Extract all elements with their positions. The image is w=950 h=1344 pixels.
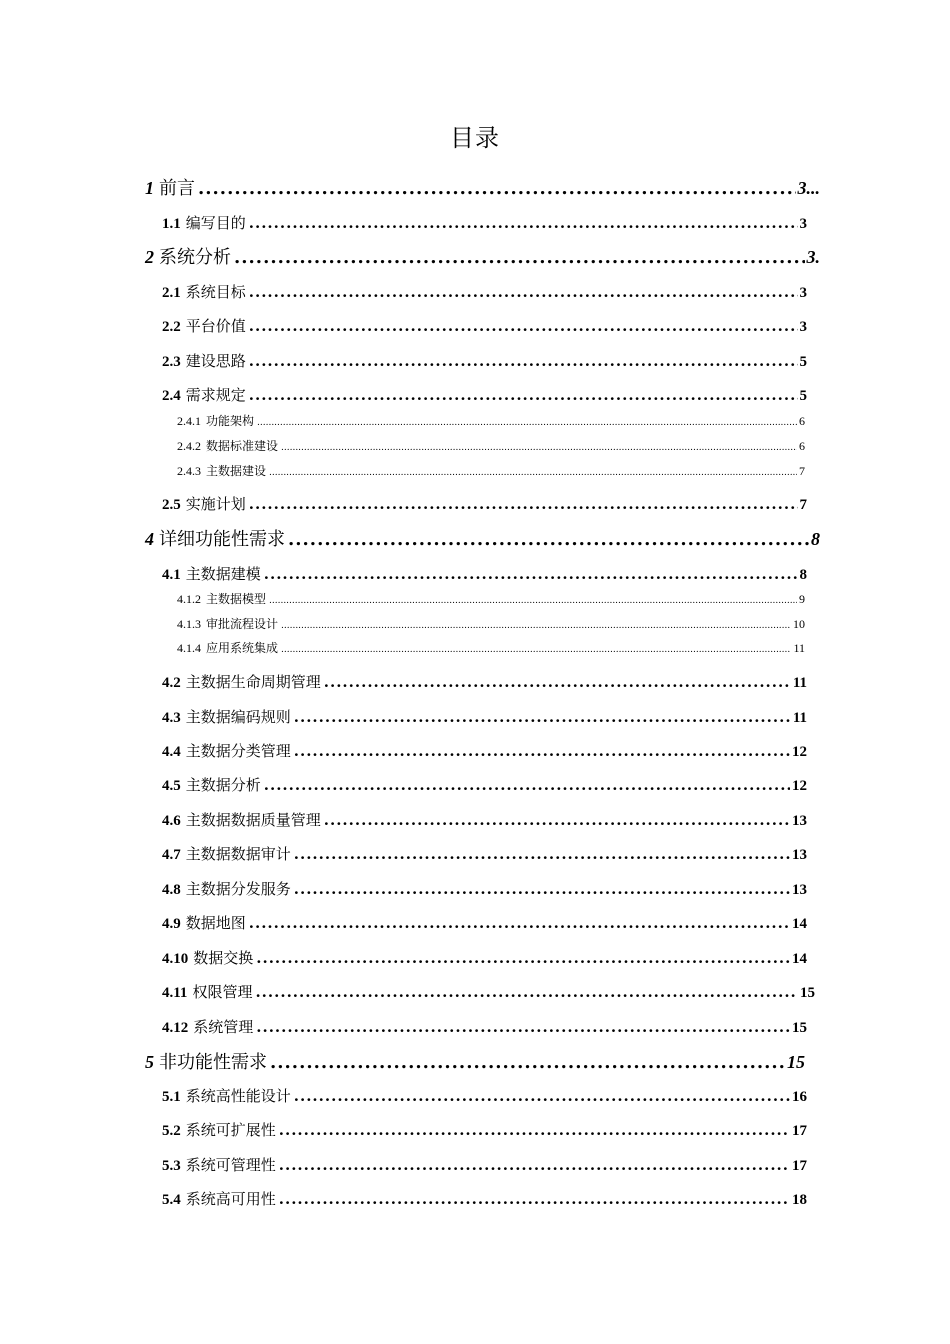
- toc-entry-number: 4.9: [162, 916, 181, 932]
- toc-entry[interactable]: [145, 525, 820, 551]
- toc-entry-title: 系统可管理性: [185, 1156, 276, 1174]
- toc-entry[interactable]: [177, 412, 805, 429]
- toc-entry-page: 13: [792, 847, 807, 863]
- toc-leader: [281, 645, 791, 655]
- toc-entry-title: 实施计划: [185, 495, 246, 513]
- toc-entry-number: 4.5: [162, 778, 181, 794]
- toc-entry-page: 6: [799, 439, 805, 453]
- toc-leader: [256, 1018, 790, 1036]
- toc-entry-title: 详细功能性需求: [159, 529, 285, 550]
- toc-entry[interactable]: [162, 706, 807, 727]
- toc-entry-title: 主数据编码规则: [185, 708, 291, 726]
- toc-entry-page: 9: [799, 592, 805, 606]
- toc-entry[interactable]: [162, 281, 807, 302]
- toc-entry[interactable]: [177, 615, 805, 632]
- toc-entry[interactable]: [162, 912, 807, 933]
- toc-entry[interactable]: [162, 1119, 807, 1140]
- toc-leader: [288, 529, 809, 550]
- toc-leader: [257, 418, 797, 428]
- toc-leader: [198, 178, 796, 199]
- toc-entry[interactable]: [162, 350, 807, 371]
- toc-leader: [255, 983, 798, 1001]
- toc-entry-number: 1.1: [162, 216, 181, 232]
- toc-entry-page: 3: [799, 285, 807, 301]
- toc-entry-title: 功能架构: [206, 414, 255, 428]
- toc-entry[interactable]: [162, 563, 807, 584]
- toc-entry[interactable]: [162, 493, 807, 514]
- toc-entry-page: 8: [799, 567, 807, 583]
- toc-entry-page: 13: [792, 813, 807, 829]
- toc-entry[interactable]: [162, 947, 807, 968]
- toc-entry-number: 1: [145, 178, 154, 198]
- toc-entry-number: 4.2: [162, 675, 181, 691]
- toc-entry-title: 主数据分析: [185, 776, 261, 794]
- toc-entry-page: 11: [792, 675, 807, 691]
- toc-entry[interactable]: [162, 212, 807, 233]
- toc-entry-page: 5: [799, 388, 807, 404]
- toc-leader: [279, 1156, 790, 1174]
- toc-entry-number: 4.1.4: [177, 641, 201, 655]
- toc-entry-title: 编写目的: [185, 214, 246, 232]
- toc-entry[interactable]: [145, 1048, 805, 1074]
- toc-entry-title: 主数据分类管理: [185, 742, 291, 760]
- toc-leader: [256, 949, 790, 967]
- toc-entry-number: 4.7: [162, 847, 181, 863]
- toc-entry[interactable]: [162, 809, 807, 830]
- toc-entry-number: 2.2: [162, 319, 181, 335]
- toc-entry-title: 数据标准建设: [206, 439, 279, 453]
- toc-entry-number: 2.1: [162, 285, 181, 301]
- toc-leader: [269, 596, 797, 606]
- toc-leader: [249, 352, 798, 370]
- toc-leader: [281, 443, 797, 453]
- toc-entry-page: 12: [792, 744, 807, 760]
- toc-entry-page: 3.: [806, 247, 820, 267]
- toc-entry-page: 15: [800, 985, 815, 1001]
- toc-entry[interactable]: [162, 315, 807, 336]
- toc-entry[interactable]: [145, 243, 820, 269]
- toc-entry-title: 非功能性需求: [159, 1052, 267, 1073]
- toc-leader: [281, 621, 791, 631]
- toc-entry-title: 主数据分发服务: [185, 880, 291, 898]
- toc-entry-page: 11: [792, 710, 807, 726]
- toc-entry-number: 2.4.3: [177, 464, 201, 478]
- toc-entry-title: 系统高可用性: [185, 1190, 276, 1208]
- toc-entry-page: 7: [799, 497, 807, 513]
- toc-entry[interactable]: [162, 843, 807, 864]
- toc-entry-page: 16: [792, 1089, 807, 1105]
- toc-leader: [324, 811, 790, 829]
- toc-entry-number: 5.3: [162, 1158, 181, 1174]
- toc-title: 目录: [450, 124, 500, 152]
- toc-entry-number: 4.8: [162, 882, 181, 898]
- toc-entry-title: 数据交换: [193, 949, 254, 967]
- toc-entry-page: 8: [811, 529, 820, 549]
- toc-entry-page: 3: [799, 319, 807, 335]
- toc-entry[interactable]: [162, 981, 815, 1002]
- toc-entry-page: 15: [787, 1052, 805, 1072]
- toc-entry-number: 4.10: [162, 951, 189, 967]
- toc-entry[interactable]: [162, 671, 807, 692]
- toc-entry-page: 15: [792, 1020, 807, 1036]
- toc-entry-title: 需求规定: [185, 386, 246, 404]
- toc-entry[interactable]: [162, 1085, 807, 1106]
- toc-entry-number: 2.4: [162, 388, 181, 404]
- toc-entry-title: 系统目标: [185, 283, 246, 301]
- toc-leader: [249, 214, 798, 232]
- toc-entry-page: 12: [792, 778, 807, 794]
- toc-entry-number: 4.1.2: [177, 592, 201, 606]
- toc-entry-page: 17: [792, 1158, 807, 1174]
- toc-entry-title: 主数据数据审计: [185, 845, 291, 863]
- toc-entry-title: 主数据模型: [206, 592, 267, 606]
- toc-entry[interactable]: [177, 590, 805, 607]
- toc-entry-title: 建设思路: [185, 352, 246, 370]
- toc-leader: [249, 914, 790, 932]
- toc-entry[interactable]: [162, 740, 807, 761]
- toc-entry-number: 2.5: [162, 497, 181, 513]
- toc-entry-number: 4.1.3: [177, 617, 201, 631]
- toc-entry-number: 5.4: [162, 1192, 181, 1208]
- toc-entry-page: 17: [792, 1123, 807, 1139]
- toc-entry-page: 3...: [797, 178, 820, 198]
- toc-leader: [294, 845, 790, 863]
- toc-entry-number: 2: [145, 247, 154, 267]
- toc-leader: [294, 1087, 790, 1105]
- toc-entry-number: 4.6: [162, 813, 181, 829]
- toc-entry-title: 审批流程设计: [206, 617, 279, 631]
- toc-entry[interactable]: [162, 774, 807, 795]
- toc-leader: [279, 1121, 790, 1139]
- toc-entry-page: 13: [792, 882, 807, 898]
- toc-entry-number: 5.2: [162, 1123, 181, 1139]
- toc-entry[interactable]: [162, 878, 807, 899]
- toc-entry-page: 3: [799, 216, 807, 232]
- toc-entry-title: 系统管理: [193, 1018, 254, 1036]
- toc-entry-number: 5.1: [162, 1089, 181, 1105]
- toc-entry-page: 7: [799, 464, 805, 478]
- toc-entry[interactable]: [177, 462, 805, 479]
- toc-entry-title: 主数据建设: [206, 464, 267, 478]
- toc-leader: [264, 776, 790, 794]
- toc-entry[interactable]: [162, 1188, 807, 1209]
- toc-entry-page: 5: [799, 354, 807, 370]
- toc-entry[interactable]: [145, 174, 820, 200]
- toc-leader: [324, 673, 791, 691]
- toc-leader: [249, 495, 798, 513]
- toc-leader: [249, 386, 798, 404]
- toc-leader: [249, 283, 798, 301]
- toc-leader: [294, 742, 790, 760]
- toc-entry-title: 平台价值: [185, 317, 246, 335]
- toc-entry-number: 4.3: [162, 710, 181, 726]
- toc-entry-title: 系统分析: [159, 247, 231, 268]
- toc-entry-title: 数据地图: [185, 914, 246, 932]
- toc-leader: [234, 247, 805, 268]
- toc-entry-page: 10: [793, 617, 805, 631]
- toc-entry[interactable]: [177, 437, 805, 454]
- toc-entry-number: 4: [145, 529, 154, 549]
- toc-leader: [264, 565, 798, 583]
- toc-entry-page: 6: [799, 414, 805, 428]
- toc-entry-title: 系统可扩展性: [185, 1121, 276, 1139]
- toc-entry-page: 11: [793, 641, 805, 655]
- toc-entry-title: 应用系统集成: [206, 641, 279, 655]
- toc-entry[interactable]: [162, 1016, 807, 1037]
- toc-entry-title: 主数据生命周期管理: [185, 673, 321, 691]
- toc-entry-number: 4.4: [162, 744, 181, 760]
- toc-leader: [294, 880, 790, 898]
- toc-entry-number: 2.4.2: [177, 439, 201, 453]
- toc-entry-title: 前言: [159, 178, 195, 199]
- toc-entry-number: 5: [145, 1052, 154, 1072]
- toc-entry-number: 2.3: [162, 354, 181, 370]
- toc-entry-number: 4.1: [162, 567, 181, 583]
- toc-leader: [249, 317, 798, 335]
- toc-entry-title: 系统高性能设计: [185, 1087, 291, 1105]
- toc-entry-page: 14: [792, 916, 807, 932]
- toc-leader: [279, 1190, 790, 1208]
- toc-entry[interactable]: [162, 384, 807, 405]
- toc-leader: [294, 708, 791, 726]
- toc-entry-number: 2.4.1: [177, 414, 201, 428]
- toc-entry-title: 主数据数据质量管理: [185, 811, 321, 829]
- toc-entry[interactable]: [177, 639, 805, 656]
- toc-entry-page: 14: [792, 951, 807, 967]
- toc-leader: [270, 1052, 785, 1073]
- toc-entry-number: 4.11: [162, 985, 188, 1001]
- toc-entry[interactable]: [162, 1154, 807, 1175]
- toc-leader: [269, 468, 797, 478]
- toc-entry-number: 4.12: [162, 1020, 189, 1036]
- toc-entry-title: 主数据建模: [185, 565, 261, 583]
- toc-entry-page: 18: [792, 1192, 807, 1208]
- toc-entry-title: 权限管理: [192, 983, 253, 1001]
